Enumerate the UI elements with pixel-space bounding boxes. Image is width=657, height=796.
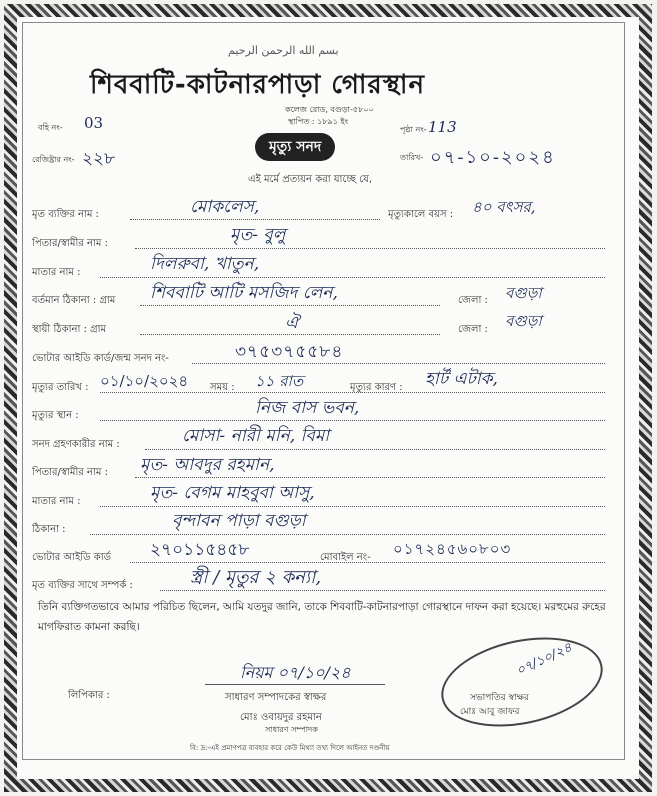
receiver-mother-value: মৃত- বেগম মাহবুবা আসু, [150, 483, 315, 503]
mobile-label: মোবাইল নং- [320, 552, 371, 563]
death-date-label: মৃত্যুর তারিখ : [32, 382, 89, 393]
receiver-nid-label: ভোটার আইডি কার্ড [32, 552, 111, 563]
death-place-value: নিজ বাস ভবন, [255, 398, 360, 418]
time-label: সময় : [210, 382, 235, 393]
page-value: 113 [428, 118, 457, 136]
nid-value: ৩৭৫৩৭৫৫৮৪ [235, 342, 344, 362]
page-label: পৃষ্ঠা নং- [400, 125, 427, 134]
president-signature: ০৭/১০/২৪ [514, 640, 575, 679]
reg-value: ২২৮ [82, 149, 116, 169]
gs-sign-label: সাধারণ সম্পাদকের স্বাক্ষর [225, 692, 327, 703]
cause-value: হার্ট এটাক, [425, 369, 498, 389]
bismillah-calligraphy: بسم الله الرحمن الرحيم [228, 44, 339, 57]
district-label-2: জেলা : [458, 324, 488, 335]
receiver-value: মোসা- নারী মনি, বিমা [182, 426, 330, 446]
relation-value: স্ত্রী / মৃতুর ২ কন্যা, [190, 567, 322, 588]
gs-title: সাধারণ সম্পাদক [265, 725, 318, 734]
president-sign-label: সভাপতির স্বাক্ষর [470, 693, 529, 703]
permanent-address-label: স্থায়ী ঠিকানা : গ্রাম [32, 324, 107, 335]
time-value: ১১ রাত [255, 372, 304, 390]
footer-note: বি: দ্র:-এই প্রমাণপত্র ব্যবহার করে কেউ মিথ্যা তথ্য দিলে আইনত দণ্ডনীয় [190, 744, 390, 752]
father-value: মৃত- বুলু [230, 225, 286, 245]
district-label: জেলা : [458, 295, 488, 306]
book-label: বহি নং- [38, 123, 63, 132]
deceased-name-label: মৃত ব্যক্তির নাম : [32, 209, 99, 220]
district-value-2: বগুড়া [505, 312, 542, 330]
permanent-address-value: ঐ [285, 313, 299, 333]
cemetery-title: শিববাটি-কাটনারপাড়া গোরস্থান [90, 70, 425, 100]
cause-label: মৃত্যুর কারণ : [350, 382, 403, 393]
receiver-mother-label: মাতার নাম : [32, 496, 81, 507]
nid-label: ভোটার আইডি কার্ড/জন্ম সনদ নং- [32, 353, 169, 364]
established-line: স্থাপিত : ১৮৯১ ইং [288, 117, 349, 126]
relation-label: মৃত ব্যক্তির সাথে সম্পর্ক : [32, 580, 133, 591]
certificate-type-badge: মৃত্যু সনদ [255, 133, 335, 161]
receiver-address-label: ঠিকানা : [32, 524, 66, 535]
statement-paragraph: তিনি ব্যক্তিগতভাবে আমার পরিচিত ছিলেন, আমি যতদুর জানি, তাকে শিববাটি-কাটনারপাড়া গোরস্থানে দাফন করা হয়েছে। মরহুমের রুহের মাগফিরাত কামনা করছি। [38, 601, 606, 633]
receiver-father-value: মৃত- আবদুর রহমান, [140, 455, 275, 475]
certify-line: এই মর্মে প্রত্যয়ন করা যাচ্ছে যে, [248, 174, 373, 185]
receiver-nid-value: ২৭০১১৫৪৫৮ [150, 540, 250, 560]
receiver-label: সনদ গ্রহণকারীর নাম : [32, 439, 120, 450]
book-value: 03 [84, 114, 104, 132]
present-address-value: শিববাটি আটি মসজিদ লেন, [150, 283, 338, 303]
father-label: পিতার/স্বামীর নাম : [32, 238, 108, 249]
date-label: তারিখ- [400, 153, 424, 162]
writer-label: লিপিকার : [68, 690, 110, 701]
president-name: মোঃ আবু জাফর [460, 707, 520, 717]
deceased-name-value: মোকলেস, [190, 197, 260, 217]
date-value: ০৭-১০-২০২৪ [430, 147, 556, 168]
death-place-label: মৃত্যুর স্থান : [32, 410, 79, 421]
district-value: বগুড়া [505, 284, 542, 302]
mobile-value: ০১৭২৪৫৬০৮০৩ [393, 540, 512, 558]
address-line: কলেজ রোড, বগুড়া-৫৮০০ [285, 105, 374, 114]
present-address-label: বর্তমান ঠিকানা : গ্রাম [32, 295, 116, 306]
age-value: ৪০ বৎসর, [472, 198, 536, 216]
death-date-value: ০১/১০/২০২৪ [100, 372, 189, 390]
reg-label: রেজিষ্ট্রার নং- [32, 155, 75, 164]
general-secretary-signature: নিয়ম ০৭/১০/২৪ [240, 663, 351, 682]
mother-value: দিলরুবা, খাতুন, [150, 254, 260, 274]
receiver-address-value: বৃন্দাবন পাড়া বগুড়া [172, 511, 306, 531]
age-label: মৃত্যুকালে বয়স : [388, 209, 454, 220]
gs-name: মোঃ ওবায়দুর রহমান [240, 712, 322, 723]
receiver-father-label: পিতার/স্বামীর নাম : [32, 467, 108, 478]
mother-label: মাতার নাম : [32, 267, 81, 278]
